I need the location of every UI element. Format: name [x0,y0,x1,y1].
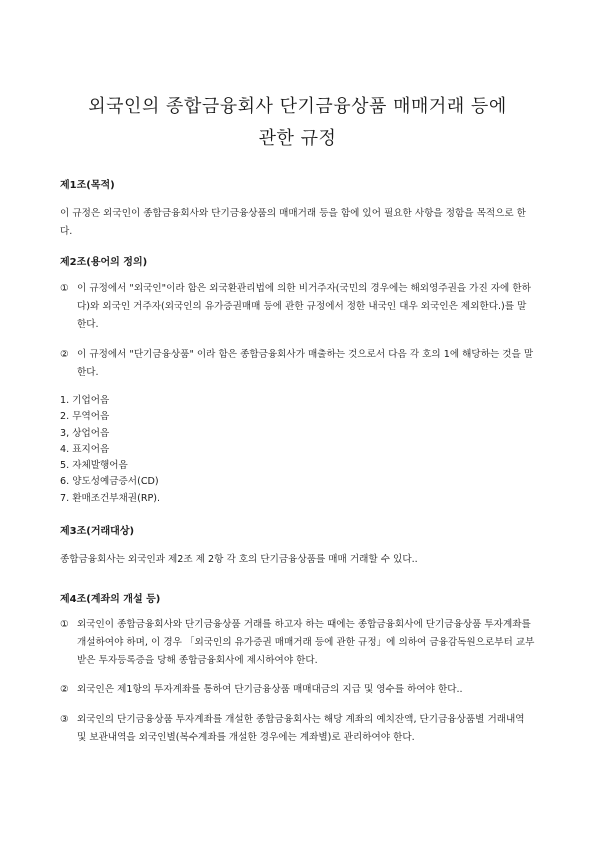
document-title-line-2: 관한 규정 [258,128,337,149]
document-title-line-1: 외국인의 종합금융회사 단기금융상품 매매거래 등에 [88,96,507,117]
paragraph-number: ② [60,684,69,695]
article-2-paragraph-1 [60,280,535,334]
list-item: 6. 양도성예금증서(CD) [60,476,159,488]
paragraph-number: ① [60,619,69,630]
article-2-paragraph-2 [60,346,535,382]
article-3-heading: 제3조(거래대상) [60,526,135,537]
paragraph-text: 외국인의 단기금융상품 투자계좌를 개설한 종합금융회사는 해당 계좌의 예치잔액, 단기금융상품별 거래내역 및 보관내역을 외국인별(복수계좌를 개설한 경우에는 계좌별)로 관리하여야 한다. [77,714,525,743]
article-3-body: 종합금융회사는 외국인과 제2조 제 2항 각 호의 단기금융상품를 매매 거래할 수 있다.. [60,554,418,565]
list-item: 5. 자체발행어음 [60,460,128,472]
article-4-heading: 제4조(계좌의 개설 등) [60,594,161,605]
article-4-paragraph-1 [60,616,535,670]
article-1-body: 이 규정은 외국인이 종합금융회사와 단기금융상품의 매매거래 등을 함에 있어 필요한 사항을 정함을 목적으로 한다. [60,208,526,237]
list-item: 3, 상업어음 [60,427,110,439]
article-4-paragraph-2 [60,681,535,699]
list-item: 2. 무역어음 [60,411,110,423]
paragraph-text: 이 규정에서 "외국인"이라 함은 외국환관리법에 의한 비거주자(국민의 경우에는 해외영주권을 가진 자에 한하다)와 외국인 거주자(외국인의 유가증권매매 등에 관한 규정에서 정한 내국인 대우 외국인은 제외한다.)를 말한다. [77,283,531,330]
article-2-heading: 제2조(용어의 정의) [60,257,148,268]
article-4-paragraph-3 [60,711,535,747]
list-item: 1. 기업어음 [60,395,110,406]
paragraph-text: 외국인은 제1항의 투자계좌를 통하여 단기금융상품 매매대금의 지급 및 영수를 하여야 한다.. [77,684,463,695]
paragraph-text: 이 규정에서 "단기금융상품" 이라 함은 종합금융회사가 매출하는 것으로서 다음 각 호의 1에 해당하는 것을 말한다. [77,349,534,378]
financial-product-list [60,393,160,507]
paragraph-text: 외국인이 종합금융회사와 단기금융상품 거래를 하고자 하는 때에는 종합금융회사에 단기금융상품 투자계좌를 개설하여야 하며, 이 경우 「외국인의 유가증권 매매거래 등에 관한 규정」에 의하여 금융감독원으로부터 교부받은 투자등록증을 당해 종합금융회사에 제시하여야 한다. [77,619,535,666]
paragraph-number: ① [60,283,69,294]
list-item: 7. 환매조건부채권(RP). [60,492,161,504]
paragraph-number: ③ [60,714,69,725]
paragraph-number: ② [60,349,69,360]
article-1-heading: 제1조(목적) [60,180,115,191]
list-item: 4. 표지어음 [60,443,110,455]
